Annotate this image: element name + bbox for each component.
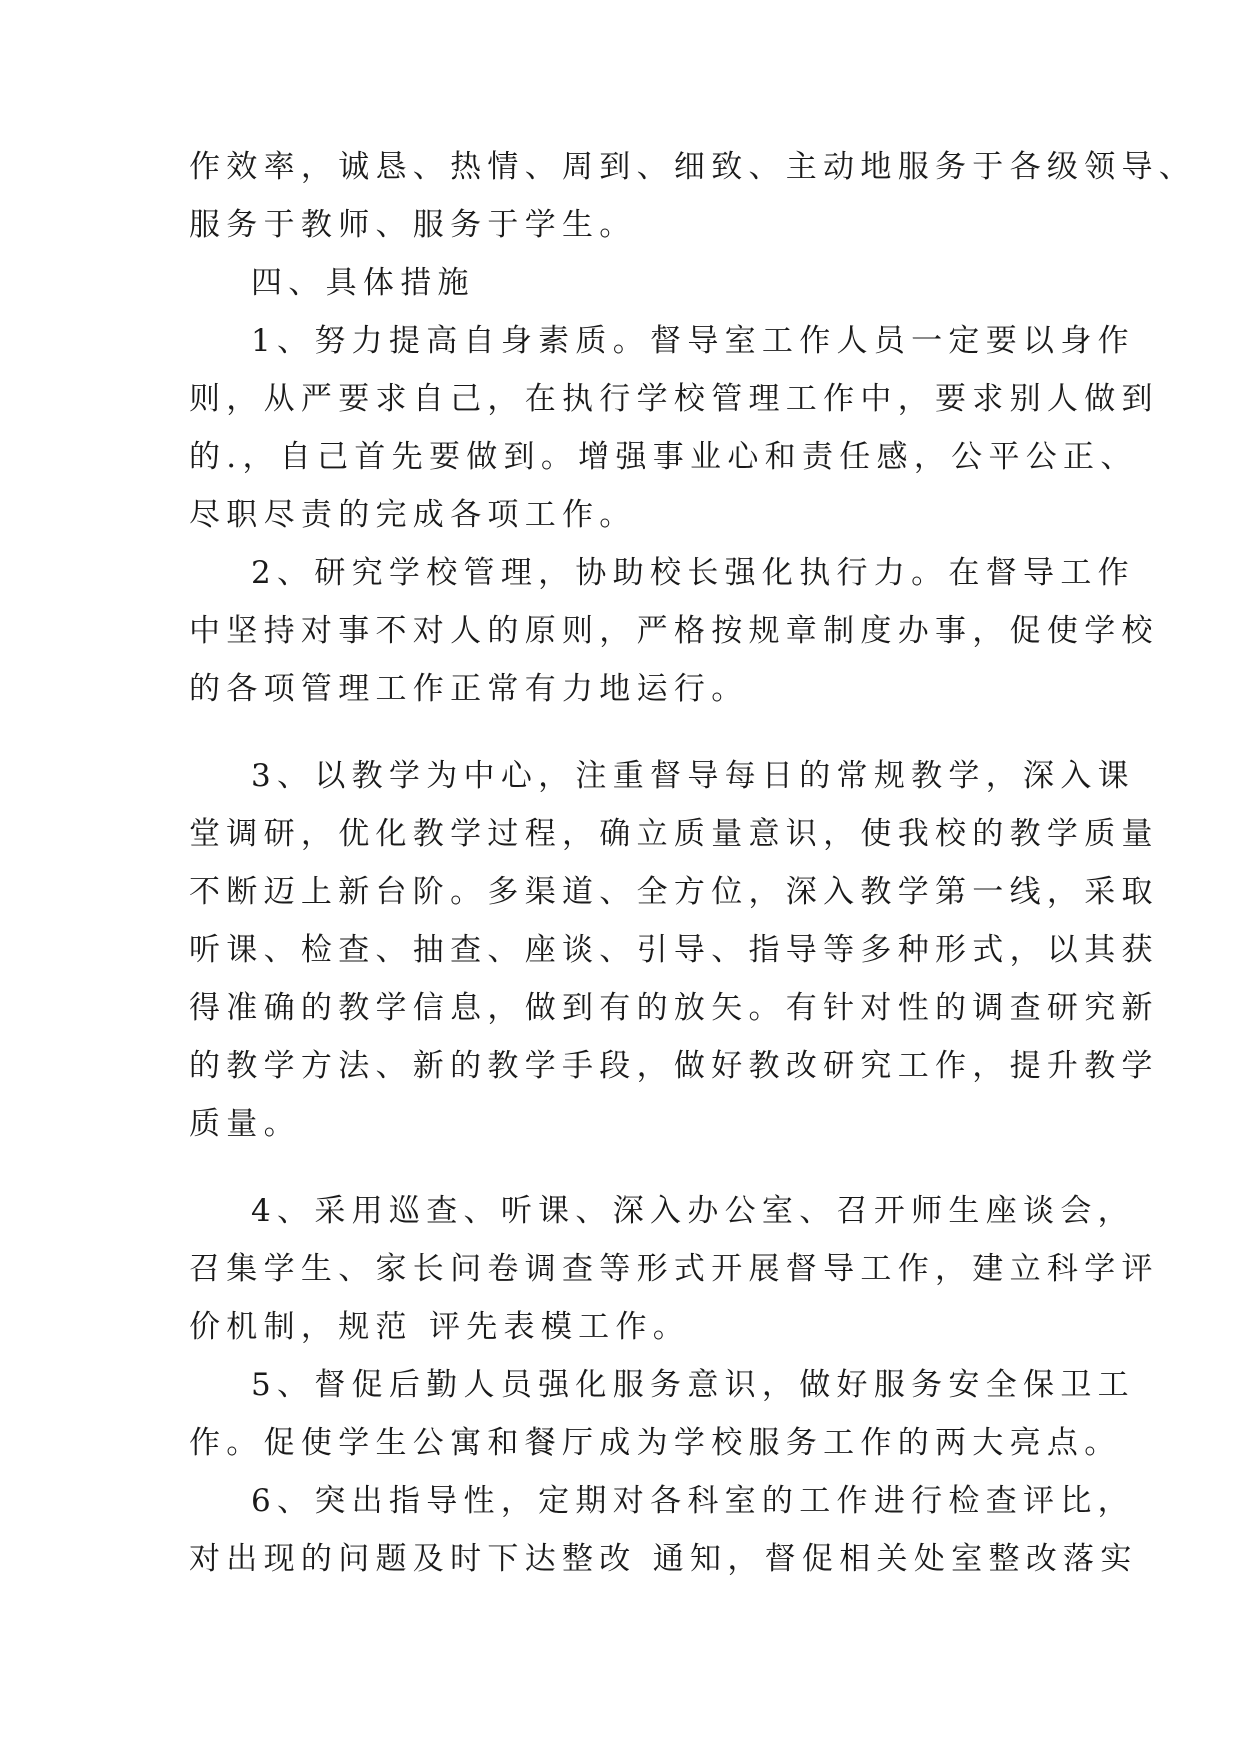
text-line-14: 听课、检查、抽查、座谈、引导、指导等多种形式，以其获 [189,932,1159,968]
section-heading: 四、具体措施 [251,265,475,301]
text-line-19: 召集学生、家长问卷调查等形式开展督导工作，建立科学评 [189,1251,1159,1287]
text-line-16: 的教学方法、新的教学手段，做好教改研究工作，提升教学 [189,1048,1159,1084]
text-line-2: 服务于教师、服务于学生。 [189,207,637,243]
text-line-11: 3、以教学为中心，注重督导每日的常规教学，深入课 [251,758,1135,794]
text-line-10: 的各项管理工作正常有力地运行。 [189,671,749,707]
text-line-15: 得准确的教学信息，做到有的放矢。有针对性的调查研究新 [189,990,1159,1026]
text-line-1: 作效率，诚恳、热情、周到、细致、主动地服务于各级领导、 [189,149,1197,185]
text-line-13: 不断迈上新台阶。多渠道、全方位，深入教学第一线，采取 [189,874,1159,910]
text-line-24: 对出现的问题及时下达整改 通知，督促相关处室整改落实 [189,1541,1138,1577]
text-line-18: 4、采用巡查、听课、深入办公室、召开师生座谈会， [251,1193,1135,1229]
text-line-17: 质量。 [189,1106,301,1142]
text-line-8: 2、研究学校管理，协助校长强化执行力。在督导工作 [251,555,1135,591]
text-line-12: 堂调研，优化教学过程，确立质量意识，使我校的教学质量 [189,816,1159,852]
text-line-7: 尽职尽责的完成各项工作。 [189,497,637,533]
text-line-6: 的.，自己首先要做到。增强事业心和责任感，公平公正、 [189,439,1138,475]
text-line-22: 作。促使学生公寓和餐厅成为学校服务工作的两大亮点。 [189,1425,1122,1461]
text-line-4: 1、努力提高自身素质。督导室工作人员一定要以身作 [251,323,1135,359]
text-line-9: 中坚持对事不对人的原则，严格按规章制度办事，促使学校 [189,613,1159,649]
text-line-5: 则，从严要求自己，在执行学校管理工作中，要求别人做到 [189,381,1159,417]
text-line-23: 6、突出指导性，定期对各科室的工作进行检查评比， [251,1483,1135,1519]
text-line-21: 5、督促后勤人员强化服务意识，做好服务安全保卫工 [251,1367,1135,1403]
text-line-20: 价机制，规范 评先表模工作。 [189,1309,691,1345]
